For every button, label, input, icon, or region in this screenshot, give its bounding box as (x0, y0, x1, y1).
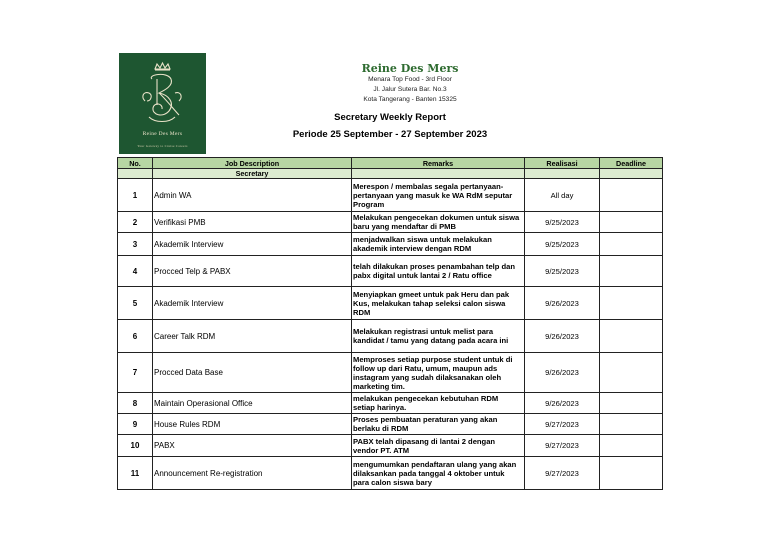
row-number: 6 (118, 320, 153, 353)
row-number: 10 (118, 435, 153, 457)
column-header-job-description: Job Description (153, 158, 352, 169)
table-row (118, 233, 663, 256)
remarks: Memproses setiap purpose student untuk di follow up dari Ratu, umum, maupun ads instagram yang sudah dilaksanakan oleh marketing tim. (352, 353, 525, 393)
deadline (600, 256, 663, 287)
deadline (600, 457, 663, 490)
job-description: Akademik Interview (153, 233, 352, 256)
deadline (600, 233, 663, 256)
table-row (118, 353, 663, 393)
section-blank-cell (118, 169, 153, 179)
realisasi: 9/26/2023 (525, 393, 600, 414)
table-row (118, 212, 663, 233)
job-description: Procced Telp & PABX (153, 256, 352, 287)
realisasi: 9/27/2023 (525, 414, 600, 435)
row-number: 3 (118, 233, 153, 256)
section-blank-cell (600, 169, 663, 179)
column-header-no: No. (118, 158, 153, 169)
column-header-realisasi: Realisasi (525, 158, 600, 169)
job-description: Admin WA (153, 179, 352, 212)
job-description: Career Talk RDM (153, 320, 352, 353)
column-header-deadline: Deadline (600, 158, 663, 169)
remarks: Merespon / membalas segala pertanyaan-pertanyaan yang masuk ke WA RdM seputar Program (352, 179, 525, 212)
realisasi: 9/27/2023 (525, 435, 600, 457)
deadline (600, 414, 663, 435)
report-title: Secretary Weekly Report (334, 112, 446, 123)
table-row (118, 256, 663, 287)
row-number: 2 (118, 212, 153, 233)
realisasi: All day (525, 179, 600, 212)
row-number: 9 (118, 414, 153, 435)
deadline (600, 393, 663, 414)
section-row (118, 169, 663, 179)
column-header-remarks: Remarks (352, 158, 525, 169)
remarks: Menyiapkan gmeet untuk pak Heru dan pak Kus, melakukan tahap seleksi calon siswa RDM (352, 287, 525, 320)
address-line-1: Menara Top Food - 3rd Floor (368, 76, 452, 83)
realisasi: 9/26/2023 (525, 287, 600, 320)
remarks: mengumumkan pendaftaran ulang yang akan dilaksankan pada tanggal 4 oktober untuk para calon siswa bary (352, 457, 525, 490)
job-description: Procced Data Base (153, 353, 352, 393)
report-table (117, 157, 663, 490)
deadline (600, 212, 663, 233)
realisasi: 9/25/2023 (525, 233, 600, 256)
remarks: menjadwalkan siswa untuk melakukan akademik interview dengan RDM (352, 233, 525, 256)
section-blank-cell (525, 169, 600, 179)
address-line-3: Kota Tangerang - Banten 15325 (363, 96, 457, 103)
row-number: 5 (118, 287, 153, 320)
logo-tagline: Your Gateway to Cruise Careers (137, 144, 188, 148)
remarks: telah dilakukan proses penambahan telp dan pabx digital untuk lantai 2 / Ratu office (352, 256, 525, 287)
deadline (600, 435, 663, 457)
remarks: Melakukan pengecekan dokumen untuk siswa baru yang mendaftar di PMB (352, 212, 525, 233)
company-logo (119, 53, 206, 154)
remarks: Melakukan registrasi untuk melist para kandidat / tamu yang datang pada acara ini (352, 320, 525, 353)
job-description: House Rules RDM (153, 414, 352, 435)
deadline (600, 179, 663, 212)
row-number: 7 (118, 353, 153, 393)
realisasi: 9/27/2023 (525, 457, 600, 490)
company-name: Reine Des Mers (361, 62, 459, 75)
table-row (118, 287, 663, 320)
job-description: Verifikasi PMB (153, 212, 352, 233)
remarks: PABX telah dipasang di lantai 2 dengan vendor PT. ATM (352, 435, 525, 457)
table-row (118, 179, 663, 212)
table-header-row (118, 158, 663, 169)
table-row (118, 457, 663, 490)
realisasi: 9/26/2023 (525, 353, 600, 393)
deadline (600, 353, 663, 393)
logo-brand-name: Reine Des Mers (142, 131, 183, 137)
realisasi: 9/26/2023 (525, 320, 600, 353)
report-period: Periode 25 September - 27 September 2023 (292, 129, 488, 140)
row-number: 11 (118, 457, 153, 490)
deadline (600, 320, 663, 353)
table-row (118, 393, 663, 414)
row-number: 4 (118, 256, 153, 287)
table-row (118, 320, 663, 353)
job-description: Announcement Re-registration (153, 457, 352, 490)
address-line-2: Jl. Jalur Sutera Bar. No.3 (373, 86, 447, 93)
section-label: Secretary (153, 169, 352, 179)
job-description: PABX (153, 435, 352, 457)
remarks: melakukan pengecekan kebutuhan RDM setiap harinya. (352, 393, 525, 414)
table-row (118, 435, 663, 457)
job-description: Maintain Operasional Office (153, 393, 352, 414)
table-row (118, 414, 663, 435)
row-number: 1 (118, 179, 153, 212)
row-number: 8 (118, 393, 153, 414)
section-blank-cell (352, 169, 525, 179)
deadline (600, 287, 663, 320)
job-description: Akademik Interview (153, 287, 352, 320)
realisasi: 9/25/2023 (525, 256, 600, 287)
crown-monogram-icon (119, 53, 206, 133)
remarks: Proses pembuatan peraturan yang akan berlaku di RDM (352, 414, 525, 435)
realisasi: 9/25/2023 (525, 212, 600, 233)
